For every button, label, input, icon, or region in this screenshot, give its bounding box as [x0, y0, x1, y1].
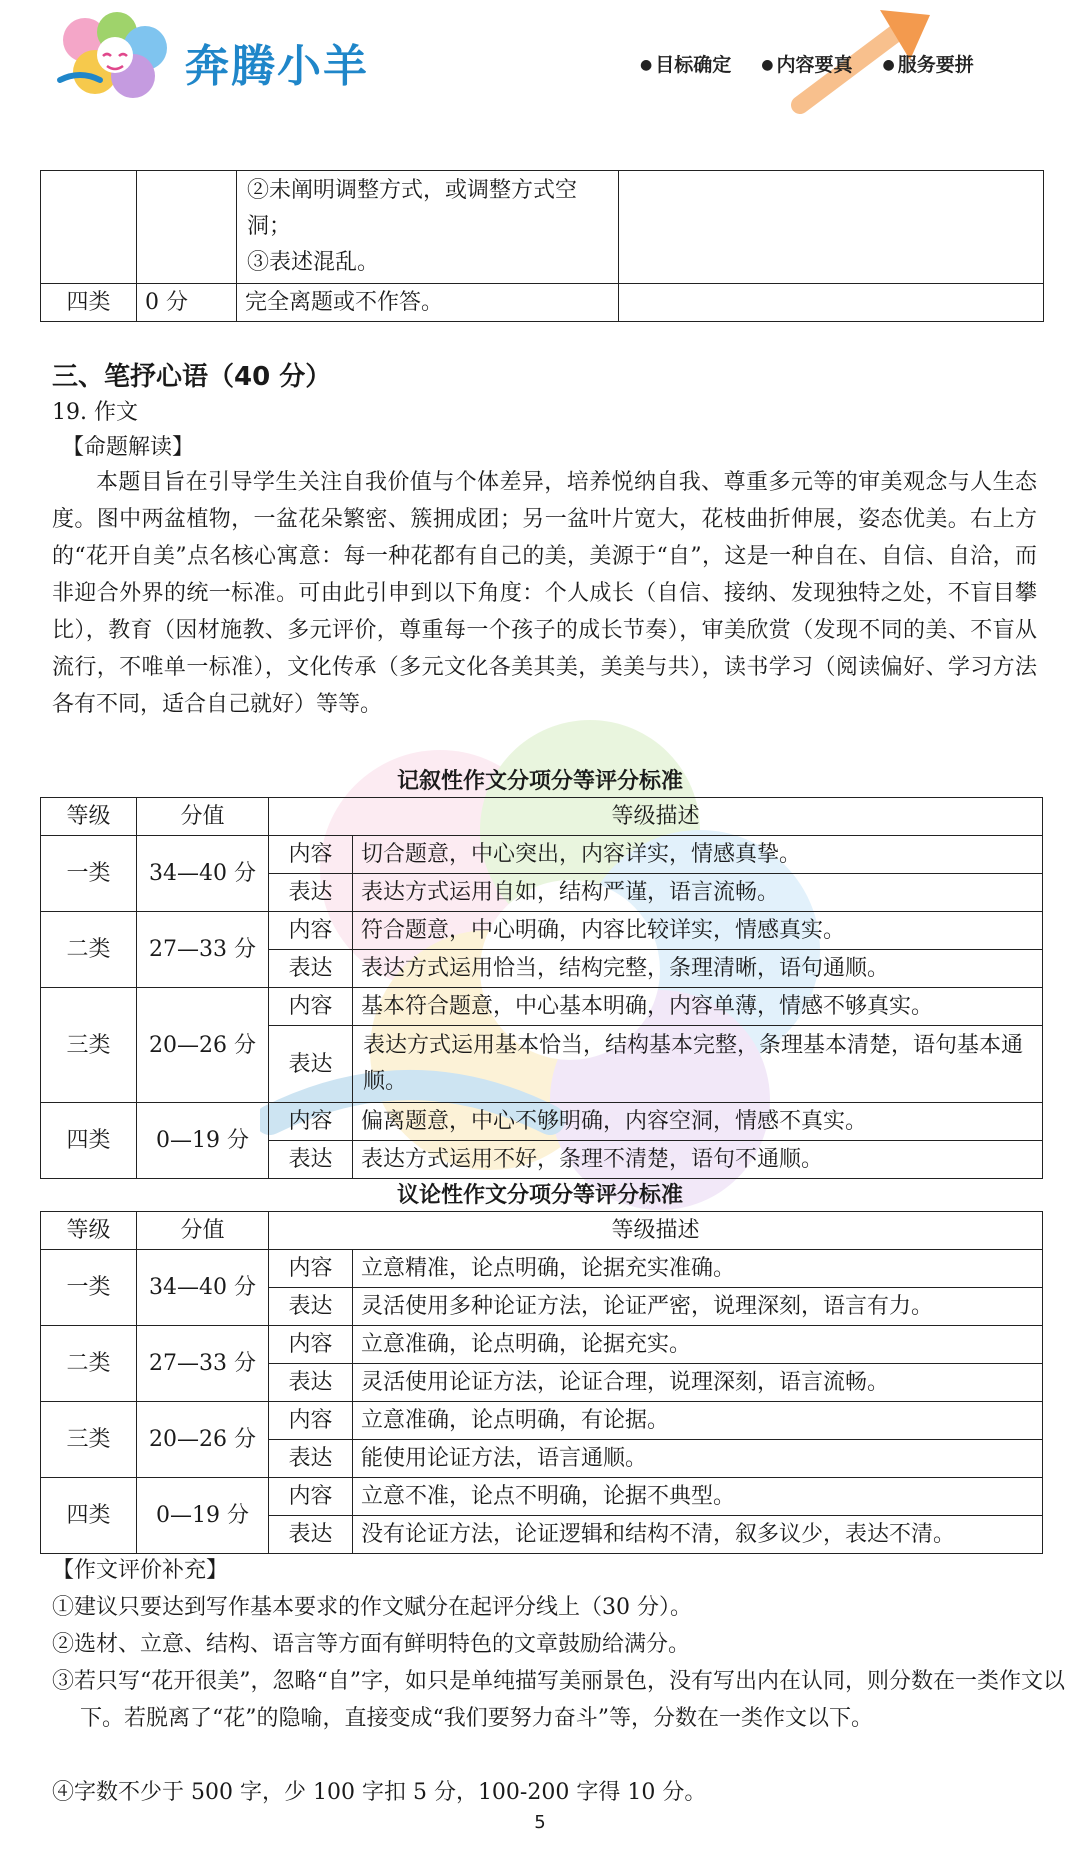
description-cell: 立意不准，论点不明确，论据不典型。	[353, 1478, 1043, 1516]
sub-label-cell: 表达	[269, 874, 353, 912]
score-cell: 34—40 分	[137, 836, 269, 912]
description-cell: 立意准确，论点明确，论据充实。	[353, 1326, 1043, 1364]
sub-label-cell: 内容	[269, 1326, 353, 1364]
criteria-text: ②未阐明调整方式，或调整方式空洞；	[247, 178, 578, 239]
score-cell: 0 分	[137, 284, 237, 322]
argument-score-table	[40, 1211, 1043, 1554]
sub-label-cell: 内容	[269, 1478, 353, 1516]
supplement-item: ④字数不少于 500 字，少 100 字扣 5 分，100-200 字得 10 分。	[52, 1780, 707, 1805]
description-cell: 符合题意，中心明确，内容比较详实，情感真实。	[353, 912, 1043, 950]
question-number: 19. 作文	[52, 400, 138, 425]
level-cell: 二类	[41, 912, 137, 988]
sub-label-cell: 内容	[269, 988, 353, 1026]
section-title: 三、笔抒心语（40 分）	[52, 362, 332, 392]
table-cell	[619, 171, 1044, 284]
sub-label-cell: 表达	[269, 1364, 353, 1402]
criteria-text: ③表述混乱。	[247, 250, 380, 275]
score-cell: 20—26 分	[137, 1402, 269, 1478]
description-cell: 灵活使用多种论证方法，论证严密，说理深刻，语言有力。	[353, 1288, 1043, 1326]
argument-table-caption: 议论性作文分项分等评分标准	[396, 1182, 683, 1208]
header-cell: 等级	[41, 1212, 137, 1250]
score-cell: 27—33 分	[137, 912, 269, 988]
sub-label-cell: 表达	[269, 1516, 353, 1554]
slogan-item: ● 服务要拼	[882, 50, 973, 77]
sub-label-cell: 表达	[269, 1026, 353, 1103]
score-cell: 20—26 分	[137, 988, 269, 1103]
header-cell: 分值	[137, 1212, 269, 1250]
description-cell: 基本符合题意，中心基本明确，内容单薄，情感不够真实。	[353, 988, 1043, 1026]
supplement-item: ③若只写“花开很美”，忽略“自”字，如只是单纯描写美丽景色，没有写出内在认同，则分数在一类作文以下。若脱离了“花”的隐喻，直接变成“我们要努力奋斗”等，分数在一类作文以下。	[52, 1669, 1065, 1731]
level-cell: 四类	[41, 284, 137, 322]
description-cell: 灵活使用论证方法，论证合理，说理深刻，语言流畅。	[353, 1364, 1043, 1402]
description-cell: 立意准确，论点明确，有论据。	[353, 1402, 1043, 1440]
brand-name: 奔腾小羊	[185, 41, 369, 92]
supplement-item: ②选材、立意、结构、语言等方面有鲜明特色的文章鼓励给满分。	[52, 1632, 691, 1657]
level-cell: 二类	[41, 1326, 137, 1402]
description-cell: 表达方式运用基本恰当，结构基本完整，条理基本清楚，语句基本通顺。	[353, 1026, 1043, 1103]
brand-logo-icon	[55, 10, 180, 105]
score-cell: 0—19 分	[137, 1478, 269, 1554]
supplement-label: 【作文评价补充】	[52, 1558, 229, 1583]
narrative-table-caption: 记叙性作文分项分等评分标准	[396, 768, 683, 794]
table-cell	[237, 171, 619, 284]
description-cell: 表达方式运用恰当，结构完整，条理清晰，语句通顺。	[353, 950, 1043, 988]
description-cell: 表达方式运用不好，条理不清楚，语句不通顺。	[353, 1141, 1043, 1179]
header-cell: 等级	[41, 798, 137, 836]
level-cell: 四类	[41, 1103, 137, 1179]
slogan-item: ● 目标确定	[640, 50, 731, 77]
description-cell: 切合题意，中心突出，内容详实，情感真挚。	[353, 836, 1043, 874]
description-cell: 立意精准，论点明确，论据充实准确。	[353, 1250, 1043, 1288]
description-cell: 没有论证方法，论证逻辑和结构不清，叙多议少，表达不清。	[353, 1516, 1043, 1554]
slogan-list	[640, 50, 974, 77]
slogan-item: ● 内容要真	[761, 50, 852, 77]
sub-label-cell: 表达	[269, 1440, 353, 1478]
description-cell: 能使用论证方法，语言通顺。	[353, 1440, 1043, 1478]
sub-label-cell: 内容	[269, 1250, 353, 1288]
level-cell: 三类	[41, 1402, 137, 1478]
score-cell: 34—40 分	[137, 1250, 269, 1326]
table-cell	[41, 171, 137, 284]
table-cell	[137, 171, 237, 284]
criteria-text: 完全离题或不作答。	[237, 284, 619, 322]
supplement-item: ①建议只要达到写作基本要求的作文赋分在起评分线上（30 分）。	[52, 1595, 692, 1620]
sub-label-cell: 表达	[269, 950, 353, 988]
sub-label-cell: 内容	[269, 836, 353, 874]
level-cell: 四类	[41, 1478, 137, 1554]
sub-label-cell: 表达	[269, 1288, 353, 1326]
level-cell: 一类	[41, 1250, 137, 1326]
sub-label-cell: 表达	[269, 1141, 353, 1179]
narrative-score-table	[40, 797, 1043, 1179]
table-cell	[619, 284, 1044, 322]
sub-label-cell: 内容	[269, 1402, 353, 1440]
score-cell: 0—19 分	[137, 1103, 269, 1179]
interpret-label: 【命题解读】	[62, 435, 195, 460]
level-cell: 三类	[41, 988, 137, 1103]
description-cell: 偏离题意，中心不够明确，内容空洞，情感不真实。	[353, 1103, 1043, 1141]
header-cell: 等级描述	[269, 1212, 1043, 1250]
score-cell: 27—33 分	[137, 1326, 269, 1402]
page-number: 5	[534, 1812, 546, 1833]
top-score-table	[40, 170, 1044, 322]
sub-label-cell: 内容	[269, 1103, 353, 1141]
header-cell: 分值	[137, 798, 269, 836]
level-cell: 一类	[41, 836, 137, 912]
header-cell: 等级描述	[269, 798, 1043, 836]
interpret-paragraph: 本题目旨在引导学生关注自我价值与个体差异，培养悦纳自我、尊重多元等的审美观念与人生态度。图中两盆植物，一盆花朵繁密、簇拥成团；另一盆叶片宽大，花枝曲折伸展，姿态优美。右上方的“花开自美”点名核心寓意：每一种花都有自己的美，美源于“自”，这是一种自在、自信、自洽，而非迎合外界的统一标准。可由此引申到以下角度：个人成长（自信、接纳、发现独特之处，不盲目攀比），教育（因材施教、多元评价，尊重每一个孩子的成长节奏），审美欣赏（发现不同的美、不盲从流行，不唯单一标准），文化传承（多元文化各美其美，美美与共），读书学习（阅读偏好、学习方法各有不同，适合自己就好）等等。	[52, 470, 1037, 717]
description-cell: 表达方式运用自如，结构严谨，语言流畅。	[353, 874, 1043, 912]
sub-label-cell: 内容	[269, 912, 353, 950]
